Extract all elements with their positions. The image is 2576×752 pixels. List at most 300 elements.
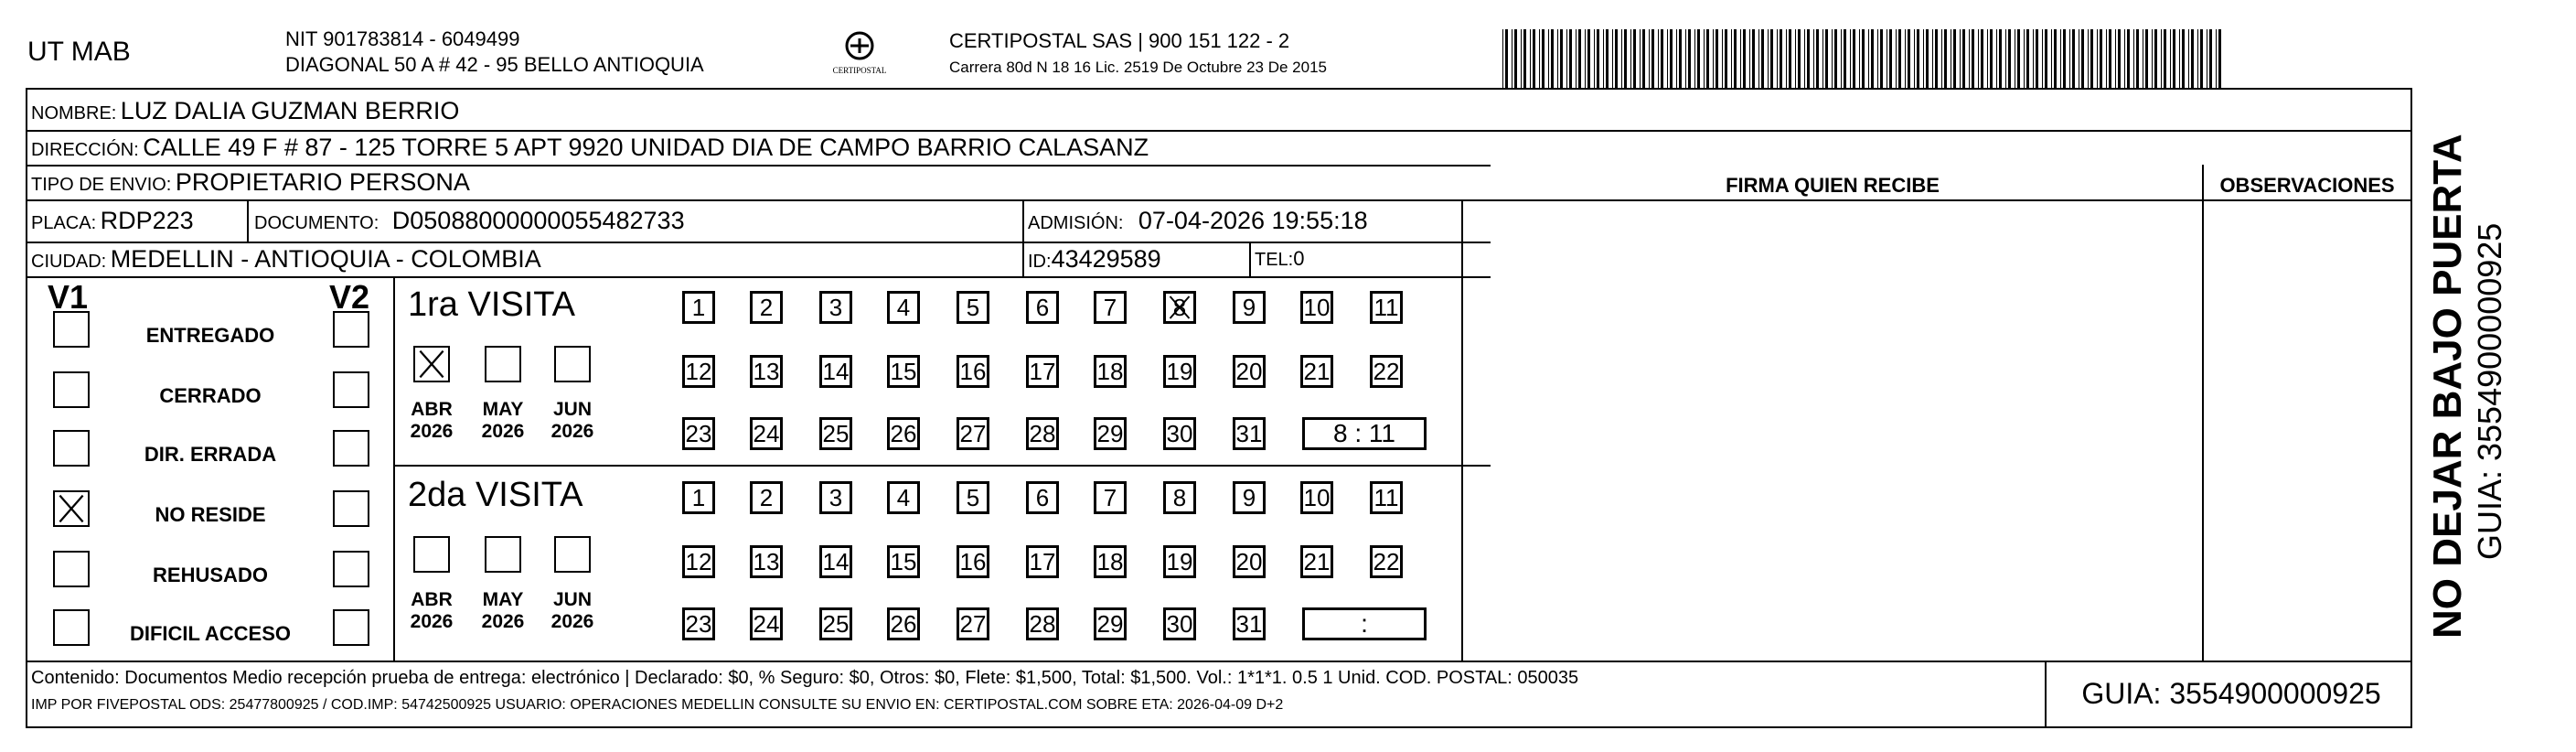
barcode-bar	[1932, 29, 1933, 88]
v1-checkbox[interactable]	[53, 551, 90, 587]
day-number: 6	[1035, 484, 1050, 511]
day-number: 5	[966, 294, 980, 321]
day-number: 21	[1303, 358, 1331, 385]
day-box[interactable]	[1163, 355, 1196, 388]
day-number: 27	[959, 420, 987, 447]
month-name: ABR	[411, 399, 453, 420]
day-box[interactable]	[1233, 355, 1266, 388]
month-checkbox[interactable]	[413, 536, 450, 573]
day-box[interactable]	[1094, 545, 1127, 578]
day-box[interactable]	[682, 291, 715, 324]
signature-area	[1463, 199, 2202, 661]
day-box[interactable]	[1233, 545, 1266, 578]
barcode-bar	[1896, 29, 1897, 88]
barcode-bar	[1651, 29, 1654, 88]
barcode-bar	[2081, 29, 2084, 88]
barcode-bar	[1569, 29, 1572, 88]
tipo-envio-label: TIPO DE ENVIO:	[31, 175, 172, 195]
day-box[interactable]	[1300, 481, 1333, 514]
barcode-bar	[1880, 29, 1883, 88]
v2-checkbox[interactable]	[333, 609, 369, 646]
day-number: 29	[1096, 420, 1124, 447]
barcode-bar	[2145, 29, 2148, 88]
nombre-label: NOMBRE:	[31, 103, 117, 124]
barcode-bar	[2161, 29, 2162, 88]
barcode-bar	[1834, 29, 1837, 88]
barcode-bar	[1908, 29, 1910, 88]
month-checkbox[interactable]	[554, 536, 591, 573]
month-label	[471, 589, 535, 633]
id-label: ID:	[1028, 252, 1052, 272]
day-number: 15	[890, 548, 917, 575]
admision-row	[1028, 207, 1368, 239]
placa-row	[31, 207, 194, 239]
carrier-logo	[814, 27, 905, 82]
day-number: 22	[1373, 548, 1400, 575]
barcode-bar	[2088, 29, 2089, 88]
barcode-bar	[1996, 29, 1997, 88]
ciudad-row	[31, 245, 541, 277]
day-box[interactable]	[682, 417, 715, 450]
month-checkbox[interactable]	[554, 346, 591, 382]
barcode-bar	[1770, 29, 1773, 88]
day-number: 28	[1029, 610, 1056, 638]
month-year: 2026	[481, 611, 525, 632]
day-number: 7	[1103, 484, 1117, 511]
barcode-bar	[1594, 29, 1595, 88]
day-box[interactable]	[1233, 607, 1266, 640]
placa-label: PLACA:	[31, 213, 97, 233]
barcode-bar	[1877, 29, 1878, 88]
day-number: 31	[1235, 420, 1263, 447]
barcode-bar	[1795, 29, 1796, 88]
barcode-bar	[2216, 29, 2217, 88]
barcode-bar	[1603, 29, 1604, 88]
day-box[interactable]	[1094, 417, 1127, 450]
barcode-bar	[1999, 29, 2002, 88]
footer-contenido: Contenido: Documentos Medio recepción prueba de entrega: electrónico | Declarado: $0, % Seguro: $0, Otros: $0, Flete: $1,500, Total: $1,500. Vol.: 1*1*1. 0.5 1 Unid. COD. POSTAL: 050035	[31, 668, 1579, 688]
day-box[interactable]	[819, 291, 852, 324]
month-checkbox[interactable]	[413, 346, 450, 382]
day-box[interactable]	[957, 417, 989, 450]
day-number: 14	[822, 358, 850, 385]
barcode-bar	[2164, 29, 2166, 88]
barcode-bar	[1871, 29, 1874, 88]
barcode-bar	[2133, 29, 2134, 88]
barcode-bar	[1576, 29, 1577, 88]
day-box[interactable]	[1094, 481, 1127, 514]
day-number: 18	[1096, 548, 1124, 575]
month-checkbox[interactable]	[485, 346, 521, 382]
status-label: DIFICIL ACCESO	[129, 622, 291, 645]
barcode-bar	[2197, 29, 2198, 88]
barcode-bar	[1661, 29, 1663, 88]
day-number: 31	[1235, 610, 1263, 638]
tel-value: 0	[1293, 247, 1305, 270]
barcode-bar	[1722, 29, 1723, 88]
barcode-bar	[2200, 29, 2203, 88]
barcode-bar	[2100, 29, 2102, 88]
day-number: 9	[1242, 294, 1256, 321]
barcode-bar	[1761, 29, 1764, 88]
barcode-bar	[1987, 29, 1988, 88]
day-box[interactable]	[819, 417, 852, 450]
month-label	[471, 399, 535, 443]
barcode-bar	[1850, 29, 1851, 88]
day-box[interactable]	[1233, 481, 1266, 514]
barcode-bar	[1560, 29, 1563, 88]
barcode-bar	[1502, 29, 1503, 88]
barcode-bar	[1953, 29, 1956, 88]
month-year: 2026	[550, 421, 594, 442]
day-number: 3	[828, 294, 843, 321]
day-box[interactable]	[1026, 291, 1059, 324]
v1-header: V1	[48, 278, 89, 316]
day-box[interactable]	[819, 355, 852, 388]
admision-value: 07-04-2026 19:55:18	[1138, 207, 1368, 234]
day-box[interactable]	[1370, 481, 1403, 514]
nombre-value: LUZ DALIA GUZMAN BERRIO	[120, 97, 460, 124]
barcode-bar	[1822, 29, 1823, 88]
barcode-bar	[1960, 29, 1961, 88]
day-number: 3	[828, 484, 843, 511]
barcode-bar	[1578, 29, 1581, 88]
visit-title: 1ra VISITA	[408, 285, 576, 324]
barcode-bar	[1539, 29, 1540, 88]
day-box[interactable]	[750, 545, 783, 578]
day-box[interactable]	[750, 417, 783, 450]
status-label: CERRADO	[159, 384, 262, 407]
barcode-bar	[2170, 29, 2171, 88]
barcode-bar	[1798, 29, 1801, 88]
barcode-bar	[2024, 29, 2025, 88]
barcode-bar	[2218, 29, 2221, 88]
day-number: 15	[890, 358, 917, 385]
barcode-bar	[1606, 29, 1609, 88]
day-box[interactable]	[1026, 481, 1059, 514]
barcode-bar	[1972, 29, 1974, 88]
direccion-row	[31, 134, 1149, 166]
barcode-bar	[1533, 29, 1535, 88]
day-box[interactable]	[1094, 607, 1127, 640]
v2-checkbox[interactable]	[333, 371, 369, 408]
day-number: 17	[1029, 548, 1056, 575]
status-label: REHUSADO	[153, 564, 268, 586]
day-number: 2	[759, 484, 774, 511]
barcode-bar	[1649, 29, 1650, 88]
day-number: 4	[896, 484, 911, 511]
barcode-bar	[1542, 29, 1545, 88]
barcode-bar	[1731, 29, 1732, 88]
day-box[interactable]	[1163, 291, 1196, 324]
day-number: 28	[1029, 420, 1056, 447]
barcode-bar	[1841, 29, 1842, 88]
day-number: 23	[685, 610, 712, 638]
day-box[interactable]	[957, 481, 989, 514]
day-box[interactable]	[1370, 355, 1403, 388]
barcode-bar	[1597, 29, 1599, 88]
day-box[interactable]	[887, 481, 920, 514]
barcode-bar	[1557, 29, 1558, 88]
day-box[interactable]	[819, 545, 852, 578]
barcode-bar	[2097, 29, 2098, 88]
v2-checkbox[interactable]	[333, 430, 369, 467]
observaciones-area	[2204, 199, 2410, 661]
day-number: 20	[1235, 548, 1263, 575]
barcode-bar	[2152, 29, 2153, 88]
barcode-bar	[1825, 29, 1828, 88]
barcode-bar	[1990, 29, 1993, 88]
barcode-bar	[1832, 29, 1833, 88]
tipo-envio-value: PROPIETARIO PERSONA	[175, 168, 470, 196]
company-nit: NIT 901783814 - 6049499	[285, 27, 520, 50]
day-box[interactable]	[957, 607, 989, 640]
day-box[interactable]	[682, 607, 715, 640]
barcode-bar	[1752, 29, 1755, 88]
documento-row	[254, 207, 685, 239]
day-number: 5	[966, 484, 980, 511]
barcode-bar	[1685, 29, 1686, 88]
barcode-bar	[2060, 29, 2061, 88]
day-box[interactable]	[750, 355, 783, 388]
day-box[interactable]	[1370, 545, 1403, 578]
barcode-bar	[2188, 29, 2189, 88]
day-box[interactable]	[682, 545, 715, 578]
day-box[interactable]	[1233, 291, 1266, 324]
day-number: 24	[753, 420, 780, 447]
barcode-bar	[1862, 29, 1865, 88]
barcode-bar	[1615, 29, 1618, 88]
day-number: 14	[822, 548, 850, 575]
barcode-bar	[1612, 29, 1613, 88]
check-x-icon	[415, 348, 448, 381]
barcode-bar	[1898, 29, 1901, 88]
barcode-bar	[2008, 29, 2011, 88]
month-name: MAY	[482, 399, 524, 420]
day-box[interactable]	[1026, 607, 1059, 640]
check-x-icon	[1166, 294, 1193, 321]
day-box[interactable]	[887, 417, 920, 450]
barcode-bar	[1523, 29, 1526, 88]
direccion-label: DIRECCIÓN:	[31, 140, 139, 160]
month-name: ABR	[411, 589, 453, 610]
day-box[interactable]	[887, 291, 920, 324]
day-number: 29	[1096, 610, 1124, 638]
tel-label: TEL:	[1255, 250, 1294, 270]
v1-checkbox[interactable]	[53, 430, 90, 467]
day-number: 30	[1166, 420, 1193, 447]
barcode-bar	[1914, 29, 1915, 88]
barcode-bar	[1621, 29, 1622, 88]
day-number: 20	[1235, 358, 1263, 385]
barcode-bar	[1944, 29, 1947, 88]
barcode-bar	[1917, 29, 1919, 88]
company-address: DIAGONAL 50 A # 42 - 95 BELLO ANTIOQUIA	[285, 53, 704, 76]
tipo-envio-row	[31, 168, 470, 200]
day-box[interactable]	[819, 481, 852, 514]
v2-checkbox[interactable]	[333, 490, 369, 527]
barcode-bar	[2136, 29, 2139, 88]
month-name: JUN	[552, 589, 592, 610]
v1-checkbox[interactable]	[53, 609, 90, 646]
day-box[interactable]	[1163, 417, 1196, 450]
firma-header: FIRMA QUIEN RECIBE	[1726, 174, 1940, 197]
check-x-icon	[55, 492, 88, 525]
barcode-bar	[1969, 29, 1970, 88]
month-label	[540, 399, 604, 443]
barcode-bar	[1694, 29, 1695, 88]
month-year: 2026	[481, 421, 525, 442]
day-number: 7	[1103, 294, 1117, 321]
barcode-bar	[1697, 29, 1700, 88]
day-box[interactable]	[1094, 291, 1127, 324]
barcode-bar	[1935, 29, 1938, 88]
barcode-bar	[1676, 29, 1677, 88]
day-box[interactable]	[957, 291, 989, 324]
barcode-bar	[2069, 29, 2070, 88]
barcode-bar	[1514, 29, 1517, 88]
v1-checkbox[interactable]	[53, 311, 90, 348]
day-number: 27	[959, 610, 987, 638]
v1-checkbox[interactable]	[53, 490, 90, 527]
barcode	[1502, 29, 2228, 88]
barcode-bar	[1521, 29, 1522, 88]
visit-time-box[interactable]: 8 : 11	[1302, 417, 1427, 450]
barcode-bar	[1868, 29, 1869, 88]
day-box[interactable]	[1026, 545, 1059, 578]
day-number: 6	[1035, 294, 1050, 321]
day-box[interactable]	[887, 545, 920, 578]
month-year: 2026	[410, 611, 454, 632]
side-guia: GUIA: 3554900000925	[2471, 222, 2508, 560]
day-box[interactable]	[887, 355, 920, 388]
day-number: 8	[1172, 294, 1187, 321]
tel-row	[1255, 245, 1305, 275]
barcode-bar	[1630, 29, 1631, 88]
barcode-bar	[1804, 29, 1805, 88]
day-box[interactable]	[750, 481, 783, 514]
status-label: NO RESIDE	[155, 503, 266, 526]
day-number: 16	[959, 358, 987, 385]
day-number: 1	[691, 484, 706, 511]
barcode-bar	[2054, 29, 2057, 88]
placa-value: RDP223	[100, 207, 194, 234]
status-label: DIR. ERRADA	[144, 443, 277, 466]
barcode-bar	[1587, 29, 1590, 88]
v2-checkbox[interactable]	[333, 551, 369, 587]
day-number: 26	[890, 610, 917, 638]
status-label: ENTREGADO	[145, 324, 275, 347]
ciudad-label: CIUDAD:	[31, 252, 107, 272]
v2-checkbox[interactable]	[333, 311, 369, 348]
barcode-bar	[1706, 29, 1709, 88]
barcode-bar	[1688, 29, 1691, 88]
day-number: 21	[1303, 548, 1331, 575]
day-box[interactable]	[957, 545, 989, 578]
barcode-bar	[1807, 29, 1810, 88]
day-box[interactable]	[1163, 607, 1196, 640]
visit-time-box[interactable]: :	[1302, 607, 1427, 640]
direccion-value: CALLE 49 F # 87 - 125 TORRE 5 APT 9920 UNIDAD DIA DE CAMPO BARRIO CALASANZ	[143, 134, 1149, 161]
barcode-bar	[1859, 29, 1860, 88]
day-box[interactable]	[1233, 417, 1266, 450]
barcode-bar	[1667, 29, 1668, 88]
day-number: 8	[1172, 484, 1187, 511]
barcode-bar	[1844, 29, 1846, 88]
barcode-bar	[1548, 29, 1549, 88]
day-box[interactable]	[1370, 291, 1403, 324]
day-box[interactable]	[957, 355, 989, 388]
observaciones-header: OBSERVACIONES	[2219, 174, 2395, 197]
day-box[interactable]	[682, 355, 715, 388]
day-box[interactable]	[750, 291, 783, 324]
barcode-bar	[2072, 29, 2075, 88]
day-box[interactable]	[1094, 355, 1127, 388]
barcode-bar	[1813, 29, 1814, 88]
barcode-bar	[1780, 29, 1782, 88]
day-box[interactable]	[1300, 291, 1333, 324]
day-box[interactable]	[1300, 545, 1333, 578]
company-name: UT MAB	[27, 37, 131, 67]
barcode-bar	[2173, 29, 2175, 88]
side-notice: NO DEJAR BAJO PUERTA	[2425, 134, 2470, 639]
month-label	[540, 589, 604, 633]
documento-value: D05088000000055482733	[391, 207, 685, 234]
day-number: 13	[753, 358, 780, 385]
barcode-bar	[2209, 29, 2212, 88]
day-number: 25	[822, 420, 850, 447]
barcode-bar	[2191, 29, 2194, 88]
barcode-bar	[1889, 29, 1892, 88]
barcode-bar	[1816, 29, 1819, 88]
day-number: 1	[691, 294, 706, 321]
day-box[interactable]	[1163, 481, 1196, 514]
carrier-address: Carrera 80d N 18 16 Lic. 2519 De Octubre 23 De 2015	[949, 59, 1327, 76]
day-box[interactable]	[1026, 417, 1059, 450]
day-number: 4	[896, 294, 911, 321]
barcode-bar	[1704, 29, 1705, 88]
day-box[interactable]	[1026, 355, 1059, 388]
day-box[interactable]	[1163, 545, 1196, 578]
barcode-bar	[1679, 29, 1682, 88]
barcode-bar	[1633, 29, 1636, 88]
day-number: 11	[1374, 484, 1399, 511]
barcode-bar	[2127, 29, 2130, 88]
day-box[interactable]	[1300, 355, 1333, 388]
month-label	[400, 399, 464, 443]
day-box[interactable]	[819, 607, 852, 640]
barcode-bar	[1923, 29, 1924, 88]
barcode-bar	[1789, 29, 1791, 88]
month-checkbox[interactable]	[485, 536, 521, 573]
ciudad-value: MEDELLIN - ANTIOQUIA - COLOMBIA	[110, 245, 541, 273]
day-box[interactable]	[887, 607, 920, 640]
barcode-bar	[1981, 29, 1983, 88]
day-box[interactable]	[682, 481, 715, 514]
nombre-row	[31, 97, 459, 129]
month-year: 2026	[550, 611, 594, 632]
barcode-bar	[2033, 29, 2034, 88]
day-box[interactable]	[750, 607, 783, 640]
barcode-bar	[1716, 29, 1718, 88]
barcode-bar	[2179, 29, 2180, 88]
v1-checkbox[interactable]	[53, 371, 90, 408]
barcode-bar	[2051, 29, 2052, 88]
footer-impresion: IMP POR FIVEPOSTAL ODS: 25477800925 / COD.IMP: 54742500925 USUARIO: OPERACIONES MEDELLIN CONSULTE SU ENVIO EN: CERTIPOSTAL.COM SOBRE ETA: 2026-04-09 D+2	[31, 697, 1284, 713]
barcode-bar	[1905, 29, 1906, 88]
barcode-bar	[1978, 29, 1979, 88]
day-number: 19	[1166, 548, 1193, 575]
